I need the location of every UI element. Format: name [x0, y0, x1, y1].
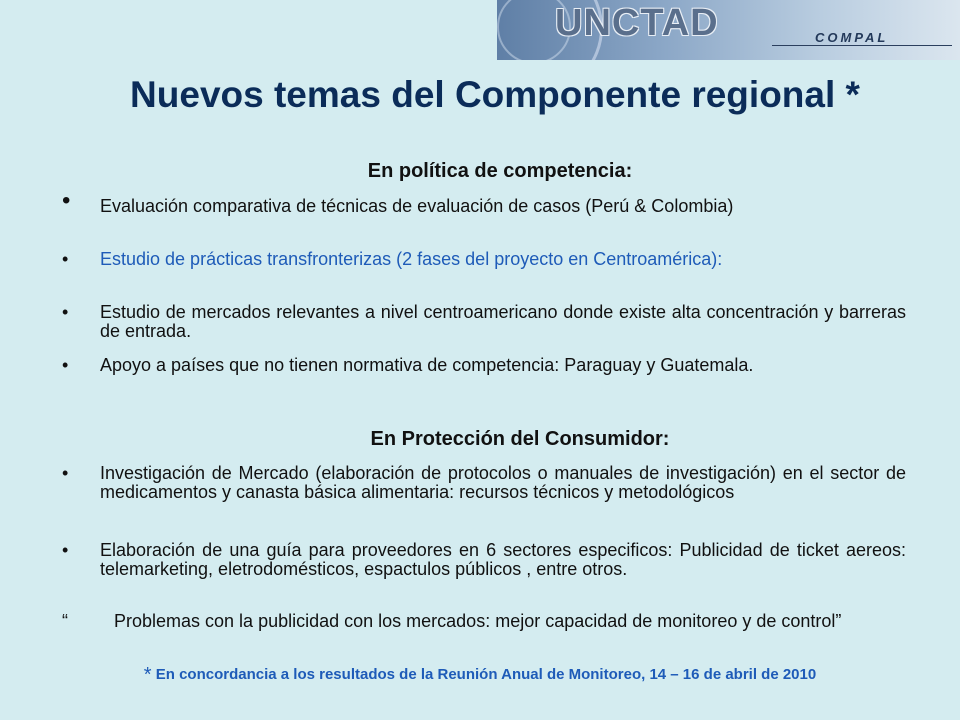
consumidor-item-1: Investigación de Mercado (elaboración de protocolos o manuales de investigación) en el sector de medicamentos y canasta básica alimentaria: recursos técnicos y metodológicos: [100, 463, 906, 502]
unctad-compal-banner: [497, 0, 960, 60]
bullet-4: •: [62, 355, 69, 375]
bullet-1: •: [62, 187, 71, 214]
logo-rule: [772, 45, 952, 46]
bullet-6: •: [62, 540, 69, 560]
footnote: [0, 664, 960, 687]
bullet-5: •: [62, 463, 69, 483]
bullet-2: •: [62, 249, 69, 269]
competencia-item-4: Apoyo a países que no tienen normativa de competencia: Paraguay y Guatemala.: [100, 355, 754, 375]
quote-mark: “: [62, 611, 68, 631]
footnote-star: *: [143, 664, 152, 686]
consumidor-item-2: Elaboración de una guía para proveedores en 6 sectores especificos: Publicidad de ticket aereos: telemarketing, eletrodomésticos, espactulos públicos , entre otros.: [100, 540, 906, 579]
footnote-text: En concordancia a los resultados de la Reunión Anual de Monitoreo, 14 – 16 de abril de 2010: [155, 666, 817, 683]
consumidor-heading: En Protección del Consumidor:: [370, 428, 670, 450]
consumidor-quote: Problemas con la publicidad con los mercados: mejor capacidad de monitoreo y de control”: [114, 611, 842, 631]
competencia-item-2: Estudio de prácticas transfronterizas (2 fases del proyecto en Centroamérica):: [100, 249, 723, 269]
bullet-3: •: [62, 302, 69, 322]
competencia-heading: En política de competencia:: [367, 160, 633, 182]
competencia-item-1: Evaluación comparativa de técnicas de evaluación de casos (Perú & Colombia): [100, 196, 734, 216]
unctad-logo: UNCTAD: [555, 2, 719, 44]
slide-title: Nuevos temas del Componente regional *: [130, 74, 860, 115]
compal-logo: COMPAL: [815, 30, 889, 45]
competencia-item-3: Estudio de mercados relevantes a nivel centroamericano donde existe alta concentración y barreras de entrada.: [100, 302, 906, 341]
